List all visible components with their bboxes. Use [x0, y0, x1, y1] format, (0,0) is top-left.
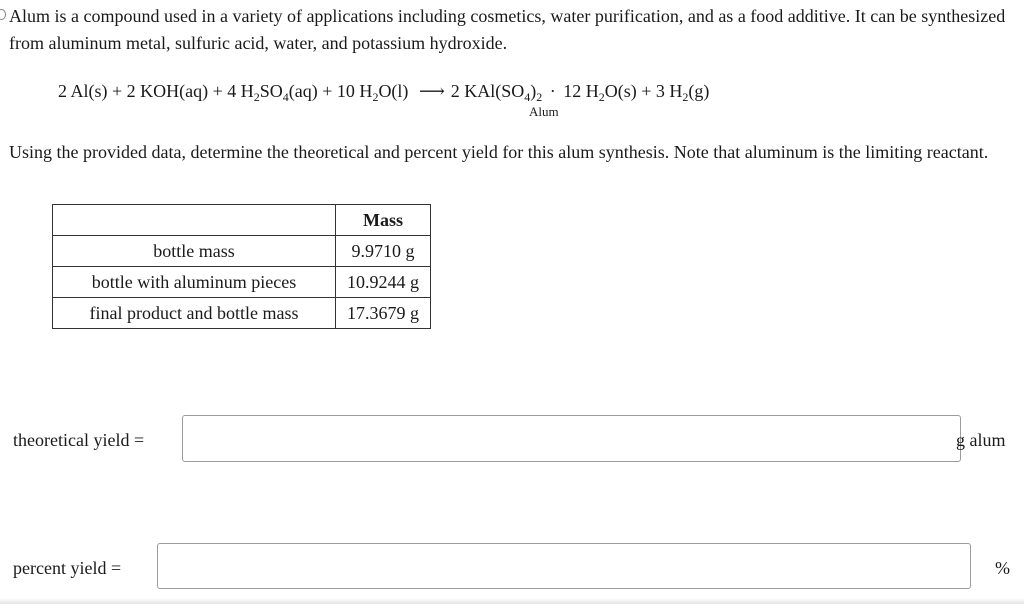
mass-data-table — [52, 204, 431, 329]
table-row — [53, 298, 431, 329]
table-header-cell — [53, 205, 336, 236]
alum-label: Alum — [529, 104, 559, 119]
row-label: bottle mass — [53, 236, 336, 267]
bottom-shadow — [0, 598, 1024, 604]
row-label: bottle with aluminum pieces — [53, 267, 336, 298]
theoretical-yield-input[interactable] — [182, 415, 961, 462]
row-label: final product and bottle mass — [53, 298, 336, 329]
intro-paragraph: Alum is a compound used in a variety of applications including cosmetics, water purification, and as a food additive. It can be synthesized from aluminum metal, sulfuric acid, water, and potassium hydroxide. — [9, 6, 1006, 53]
percent-yield-input[interactable] — [157, 543, 971, 589]
table-row — [53, 236, 431, 267]
theoretical-yield-label: theoretical yield = — [13, 430, 145, 450]
reaction-equation: 2 Al(s) + 2 KOH(aq) + 4 $H_2SO_4(aq) + 10$ $H_2O(l)$ ⟶ 2 $KAl(SO_4)_2 \cdot 12$ $H_2O(s) + 3$ $H_2(g)$ — [58, 81, 710, 104]
percent-yield-unit: % — [995, 558, 1010, 578]
table-row — [53, 267, 431, 298]
scroll-edge-icon — [0, 9, 6, 20]
table-header-row — [53, 205, 431, 236]
table-header-mass: Mass — [336, 205, 431, 236]
row-value: 9.9710 g — [336, 236, 431, 267]
row-value: 10.9244 g — [336, 267, 431, 298]
reaction-arrow-icon: ⟶ — [418, 81, 445, 101]
question-text: Using the provided data, determine the theoretical and percent yield for this alum synthesis. Note that aluminum is the limiting reactant. — [9, 142, 989, 162]
row-value: 17.3679 g — [336, 298, 431, 329]
theoretical-yield-unit: g alum — [956, 430, 1006, 450]
percent-yield-label: percent yield = — [13, 558, 122, 578]
